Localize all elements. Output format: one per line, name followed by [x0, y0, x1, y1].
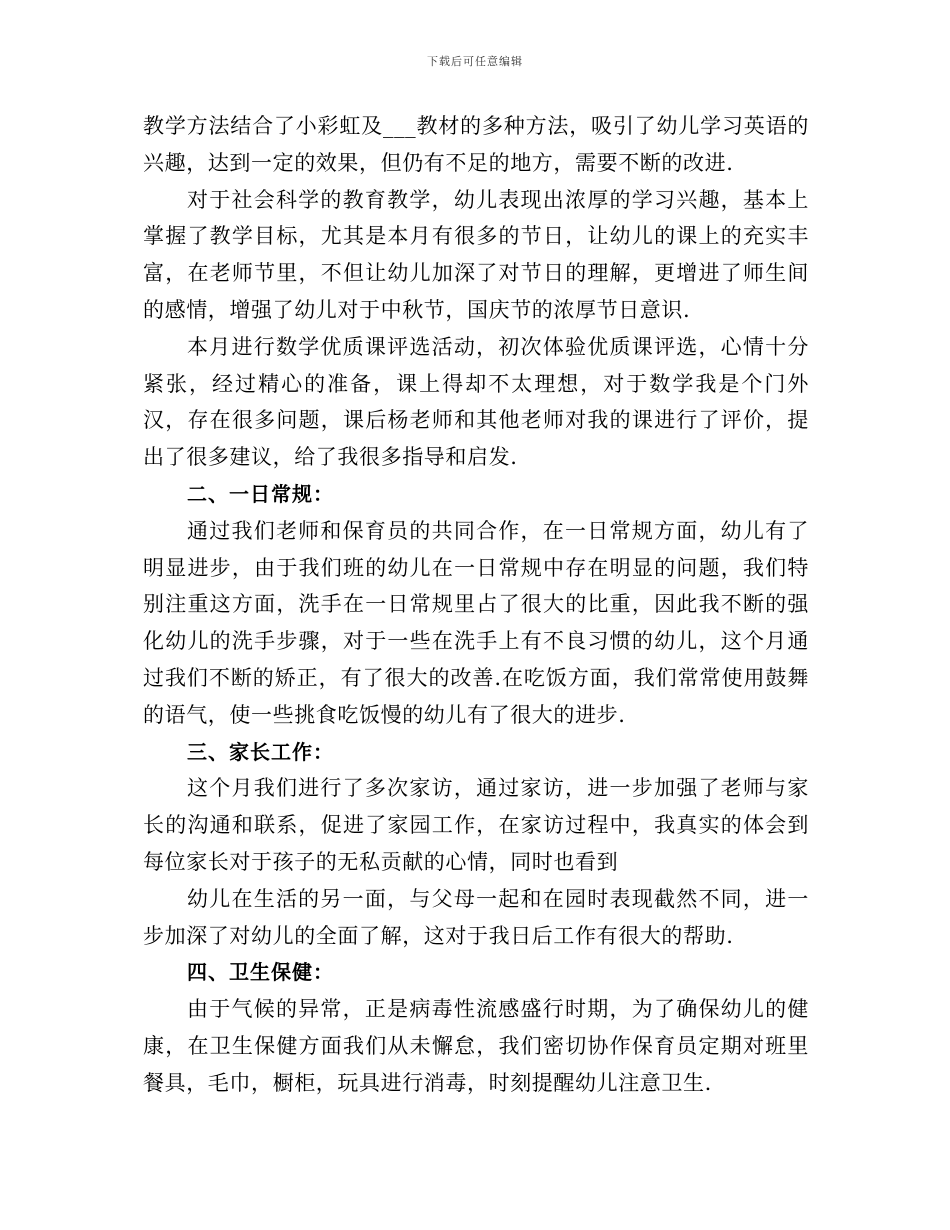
paragraph-home-visits: 这个月我们进行了多次家访，通过家访，进一步加强了老师与家长的沟通和联系，促进了家园工作，在家访过程中，我真实的体会到每位家长对于孩子的无私贡献的心情，同时也看到	[143, 776, 809, 874]
paragraph-health-care: 由于气候的异常，正是病毒性流感盛行时期，为了确保幼儿的健康，在卫生保健方面我们从未懈怠，我们密切协作保育员定期对班里餐具，毛巾，橱柜，玩具进行消毒，时刻提醒幼儿注意卫生.	[143, 997, 809, 1095]
paragraph-child-understanding: 幼儿在生活的另一面，与父母一起和在园时表现截然不同，进一步加深了对幼儿的全面了解，这对于我日后工作有很大的帮助.	[143, 886, 809, 948]
section-heading-health-care: 四、卫生保健：	[187, 960, 334, 985]
paragraph-daily-routine: 通过我们老师和保育员的共同合作，在一日常规方面，幼儿有了明显进步，由于我们班的幼儿在一日常规中存在明显的问题，我们特别注重这方面，洗手在一日常规里占了很大的比重，因此我不断的强化幼儿的洗手步骤，对于一些在洗手上有不良习惯的幼儿，这个月通过我们不断的矫正，有了很大的改善.在吃饭方面，我们常常使用鼓舞的语气，使一些挑食吃饭慢的幼儿有了很大的进步.	[143, 518, 809, 727]
paragraph-teaching-method: 教学方法结合了小彩虹及___教材的多种方法，吸引了幼儿学习英语的兴趣，达到一定的效果，但仍有不足的地方，需要不断的改进.	[143, 114, 809, 175]
paragraph-social-science: 对于社会科学的教育教学，幼儿表现出浓厚的学习兴趣，基本上掌握了教学目标，尤其是本月有很多的节日，让幼儿的课上的充实丰富，在老师节里，不但让幼儿加深了对节日的理解，更增进了师生间的感情，增强了幼儿对于中秋节，国庆节的浓厚节日意识.	[143, 187, 809, 322]
page-header-note: 下载后可任意编辑	[427, 55, 523, 68]
section-heading-parent-work: 三、家长工作：	[187, 739, 334, 764]
paragraph-math-lesson: 本月进行数学优质课评选活动，初次体验优质课评选，心情十分紧张，经过精心的准备，课上得却不太理想，对于数学我是个门外汉，存在很多问题，课后杨老师和其他老师对我的课进行了评价，提出了很多建议，给了我很多指导和启发.	[143, 334, 809, 470]
section-heading-daily-routine: 二、一日常规：	[187, 481, 334, 506]
document-body	[143, 108, 809, 1102]
